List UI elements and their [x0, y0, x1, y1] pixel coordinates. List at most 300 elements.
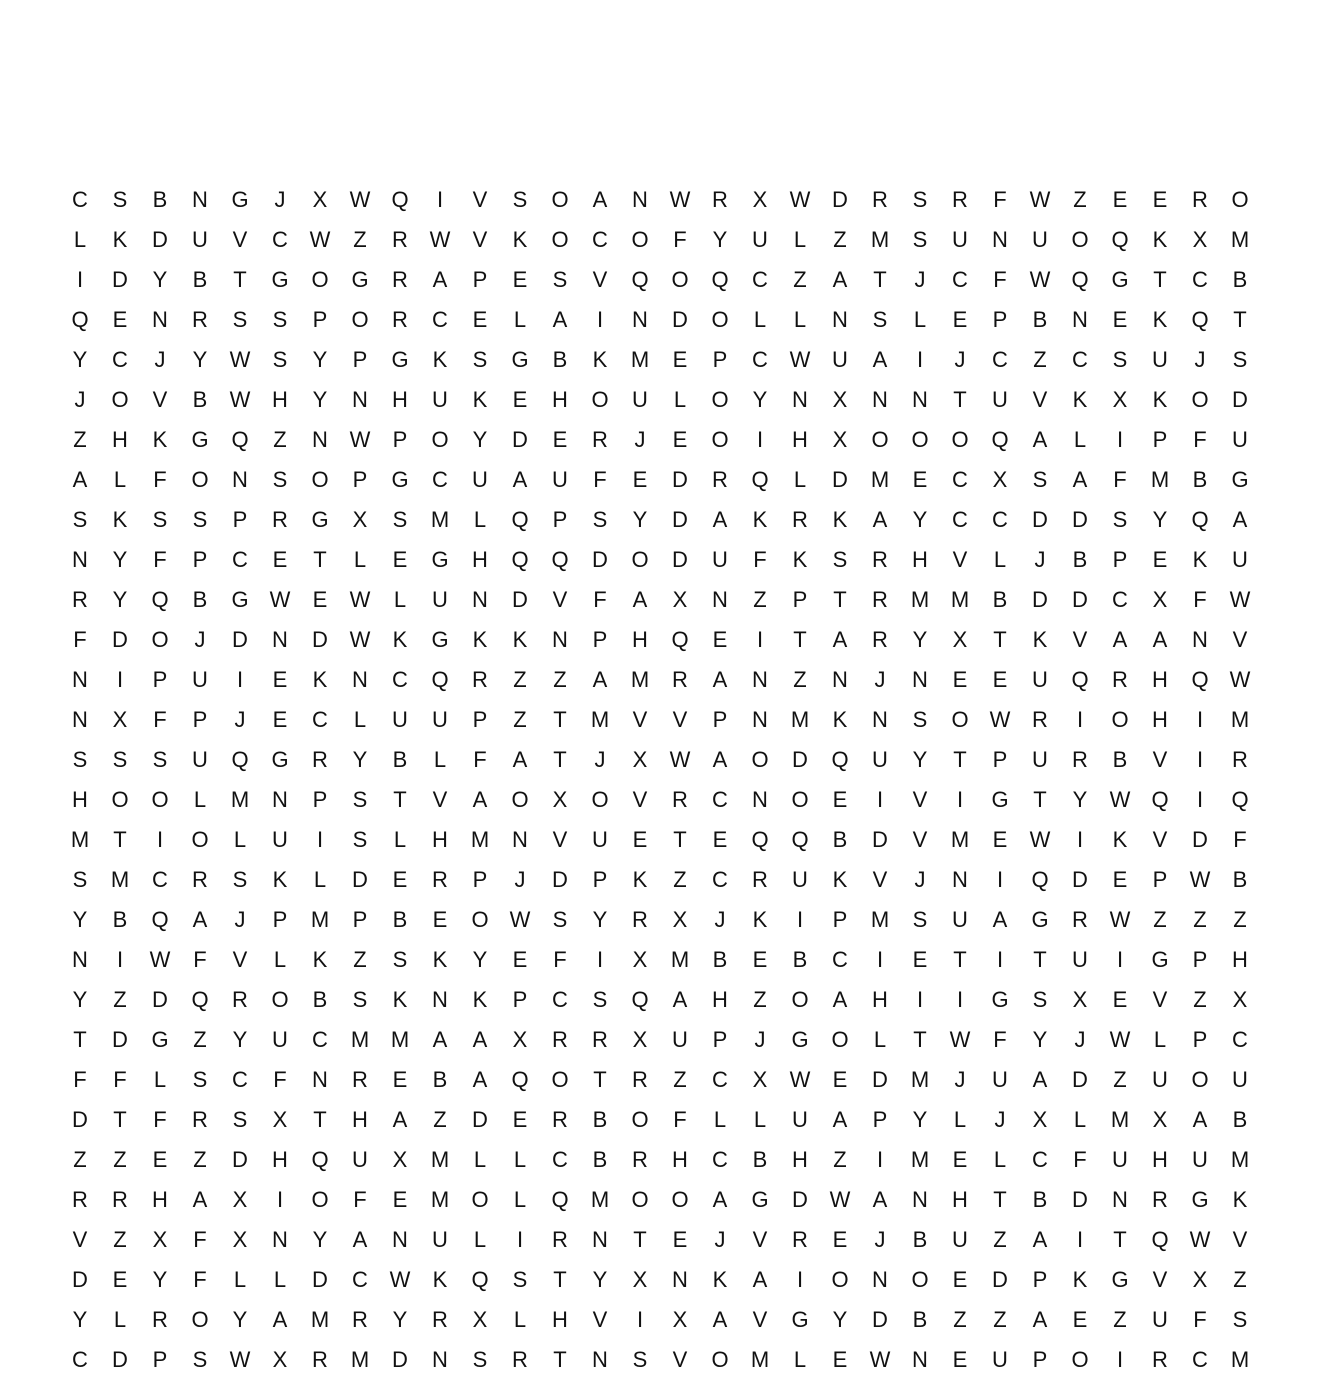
- grid-letter: T: [393, 787, 407, 812]
- grid-letter: M: [950, 827, 970, 852]
- grid-letter: K: [1232, 1187, 1248, 1212]
- grid-letter: A: [872, 1187, 888, 1212]
- grid-letter: N: [712, 587, 728, 612]
- grid-letter: D: [1072, 1187, 1088, 1212]
- grid-letter: F: [353, 1187, 367, 1212]
- grid-letter: G: [1191, 1187, 1209, 1212]
- grid-letter: C: [312, 707, 328, 732]
- grid-letter: E: [272, 667, 288, 692]
- grid-letter: A: [472, 1067, 488, 1092]
- grid-letter: M: [1230, 1147, 1250, 1172]
- grid-letter: M: [350, 1027, 370, 1052]
- grid-letter: S: [552, 267, 568, 292]
- grid-letter: K: [392, 627, 408, 652]
- grid-letter: F: [593, 467, 607, 492]
- grid-letter: E: [312, 587, 328, 612]
- grid-letter: U: [432, 707, 448, 732]
- grid-letter: D: [832, 187, 848, 212]
- grid-letter: F: [193, 1227, 207, 1252]
- grid-letter: N: [512, 827, 528, 852]
- grid-letter: N: [752, 667, 768, 692]
- grid-letter: F: [1233, 827, 1247, 852]
- grid-letter: N: [992, 227, 1008, 252]
- grid-letter: X: [632, 947, 648, 972]
- grid-letter: X: [1192, 227, 1208, 252]
- grid-letter: C: [1232, 1027, 1248, 1052]
- grid-letter: W: [349, 187, 371, 212]
- grid-letter: I: [236, 667, 244, 692]
- grid-letter: F: [673, 1107, 687, 1132]
- grid-letter: W: [1229, 667, 1251, 692]
- grid-letter: B: [192, 587, 208, 612]
- grid-letter: E: [392, 867, 408, 892]
- grid-letter: E: [512, 947, 528, 972]
- grid-letter: J: [874, 667, 886, 692]
- grid-letter: V: [672, 1347, 688, 1372]
- grid-letter: O: [1231, 187, 1249, 212]
- grid-letter: P: [312, 787, 328, 812]
- grid-letter: Y: [312, 387, 328, 412]
- grid-letter: B: [392, 747, 408, 772]
- grid-letter: F: [153, 547, 167, 572]
- grid-letter: D: [312, 1267, 328, 1292]
- grid-letter: K: [472, 627, 488, 652]
- grid-letter: D: [1072, 867, 1088, 892]
- grid-letter: R: [232, 987, 248, 1012]
- grid-letter: W: [989, 707, 1011, 732]
- grid-letter: L: [753, 307, 767, 332]
- grid-letter: P: [232, 507, 248, 532]
- grid-letter: B: [192, 267, 208, 292]
- grid-letter: G: [511, 347, 529, 372]
- grid-letter: P: [272, 907, 288, 932]
- grid-letter: R: [792, 507, 808, 532]
- grid-letter: A: [432, 267, 448, 292]
- grid-letter: V: [632, 707, 648, 732]
- grid-letter: N: [432, 1347, 448, 1372]
- grid-letter: Z: [753, 587, 767, 612]
- grid-letter: R: [752, 867, 768, 892]
- grid-letter: Y: [72, 907, 88, 932]
- grid-letter: O: [311, 467, 329, 492]
- grid-letter: E: [912, 467, 928, 492]
- grid-letter: W: [1189, 1227, 1211, 1252]
- grid-letter: M: [390, 1027, 410, 1052]
- grid-letter: N: [872, 387, 888, 412]
- grid-letter: V: [752, 1227, 768, 1252]
- grid-letter: V: [152, 387, 168, 412]
- grid-letter: I: [596, 307, 604, 332]
- grid-letter: Q: [151, 587, 169, 612]
- grid-letter: I: [1196, 707, 1204, 732]
- grid-letter: G: [391, 467, 409, 492]
- grid-letter: R: [592, 1027, 608, 1052]
- grid-letter: A: [712, 1187, 728, 1212]
- grid-letter: H: [272, 1147, 288, 1172]
- grid-letter: O: [511, 787, 529, 812]
- grid-letter: F: [1193, 1307, 1207, 1332]
- grid-letter: W: [149, 947, 171, 972]
- grid-letter: R: [472, 667, 488, 692]
- grid-letter: B: [832, 827, 848, 852]
- grid-letter: J: [634, 427, 646, 452]
- grid-letter: M: [1150, 467, 1170, 492]
- grid-letter: K: [1152, 227, 1168, 252]
- grid-letter: P: [512, 987, 528, 1012]
- grid-letter: I: [996, 947, 1004, 972]
- grid-letter: L: [873, 1027, 887, 1052]
- grid-letter: B: [1032, 307, 1048, 332]
- grid-letter: E: [992, 827, 1008, 852]
- grid-letter: H: [912, 547, 928, 572]
- grid-letter: I: [796, 907, 804, 932]
- grid-letter: B: [312, 987, 328, 1012]
- grid-letter: B: [552, 347, 568, 372]
- grid-letter: S: [192, 1347, 208, 1372]
- grid-letter: T: [633, 1227, 647, 1252]
- grid-letter: R: [632, 1147, 648, 1172]
- grid-letter: Z: [433, 1107, 447, 1132]
- grid-letter: O: [1071, 227, 1089, 252]
- grid-letter: W: [269, 587, 291, 612]
- grid-letter: K: [1112, 827, 1128, 852]
- grid-letter: L: [393, 587, 407, 612]
- grid-letter: E: [1112, 307, 1128, 332]
- grid-letter: F: [153, 707, 167, 732]
- grid-letter: T: [993, 1187, 1007, 1212]
- grid-letter: L: [673, 387, 687, 412]
- grid-letter: V: [232, 227, 248, 252]
- grid-letter: N: [72, 947, 88, 972]
- grid-letter: W: [669, 187, 691, 212]
- grid-letter: X: [832, 387, 848, 412]
- grid-letter: A: [1112, 627, 1128, 652]
- grid-letter: V: [632, 787, 648, 812]
- grid-letter: S: [352, 987, 368, 1012]
- grid-letter: G: [391, 347, 409, 372]
- grid-letter: D: [312, 627, 328, 652]
- grid-letter: U: [832, 347, 848, 372]
- grid-letter: L: [273, 1267, 287, 1292]
- grid-letter: O: [551, 227, 569, 252]
- grid-letter: B: [712, 947, 728, 972]
- grid-letter: Y: [352, 747, 368, 772]
- grid-letter: D: [112, 1027, 128, 1052]
- grid-letter: T: [553, 707, 567, 732]
- grid-letter: K: [832, 867, 848, 892]
- grid-letter: M: [70, 827, 90, 852]
- grid-letter: I: [876, 787, 884, 812]
- grid-letter: K: [1152, 387, 1168, 412]
- grid-letter: U: [992, 1347, 1008, 1372]
- grid-letter: T: [113, 827, 127, 852]
- grid-letter: A: [72, 467, 88, 492]
- grid-letter: V: [1232, 1227, 1248, 1252]
- grid-letter: G: [151, 1027, 169, 1052]
- grid-letter: S: [72, 507, 88, 532]
- grid-letter: D: [112, 627, 128, 652]
- grid-letter: D: [672, 307, 688, 332]
- grid-letter: L: [513, 307, 527, 332]
- grid-letter: U: [272, 827, 288, 852]
- grid-letter: A: [392, 1107, 408, 1132]
- grid-letter: C: [312, 1027, 328, 1052]
- grid-letter: K: [472, 987, 488, 1012]
- grid-letter: R: [1112, 667, 1128, 692]
- grid-letter: O: [671, 267, 689, 292]
- grid-letter: J: [714, 907, 726, 932]
- grid-letter: E: [952, 1147, 968, 1172]
- grid-letter: D: [512, 587, 528, 612]
- grid-letter: M: [590, 1187, 610, 1212]
- grid-letter: S: [152, 747, 168, 772]
- grid-letter: H: [792, 427, 808, 452]
- grid-letter: Y: [1072, 787, 1088, 812]
- grid-letter: E: [952, 667, 968, 692]
- grid-letter: V: [552, 827, 568, 852]
- grid-letter: B: [1232, 267, 1248, 292]
- grid-letter: S: [112, 747, 128, 772]
- grid-letter: L: [953, 1107, 967, 1132]
- grid-letter: K: [832, 707, 848, 732]
- grid-letter: T: [873, 267, 887, 292]
- grid-letter: S: [392, 947, 408, 972]
- grid-letter: C: [712, 1147, 728, 1172]
- grid-letter: W: [789, 187, 811, 212]
- grid-letter: A: [832, 987, 848, 1012]
- grid-letter: S: [72, 867, 88, 892]
- grid-letter: O: [751, 747, 769, 772]
- grid-letter: M: [430, 1147, 450, 1172]
- grid-letter: X: [1032, 1107, 1048, 1132]
- grid-letter: D: [72, 1107, 88, 1132]
- grid-letter: J: [234, 707, 246, 732]
- grid-letter: A: [872, 507, 888, 532]
- grid-letter: R: [552, 1107, 568, 1132]
- grid-letter: I: [996, 867, 1004, 892]
- grid-letter: X: [672, 587, 688, 612]
- grid-letter: T: [953, 387, 967, 412]
- grid-letter: L: [793, 227, 807, 252]
- grid-letter: X: [272, 1347, 288, 1372]
- grid-letter: I: [1116, 947, 1124, 972]
- grid-letter: S: [232, 1107, 248, 1132]
- grid-letter: N: [952, 867, 968, 892]
- grid-letter: S: [272, 347, 288, 372]
- grid-letter: T: [313, 1107, 327, 1132]
- grid-letter: L: [993, 1147, 1007, 1172]
- grid-letter: T: [1033, 947, 1047, 972]
- grid-letter: I: [156, 827, 164, 852]
- grid-letter: H: [272, 387, 288, 412]
- grid-letter: M: [1230, 1347, 1250, 1372]
- grid-letter: J: [914, 867, 926, 892]
- grid-letter: G: [431, 547, 449, 572]
- grid-letter: Y: [1152, 507, 1168, 532]
- grid-letter: R: [352, 1067, 368, 1092]
- grid-letter: Y: [232, 1307, 248, 1332]
- grid-letter: Z: [833, 227, 847, 252]
- grid-letter: R: [1072, 907, 1088, 932]
- grid-letter: B: [1192, 467, 1208, 492]
- grid-letter: S: [232, 307, 248, 332]
- grid-letter: Z: [1233, 1267, 1247, 1292]
- grid-letter: Y: [312, 347, 328, 372]
- grid-letter: Y: [1032, 1027, 1048, 1052]
- grid-letter: W: [349, 587, 371, 612]
- grid-letter: R: [672, 787, 688, 812]
- grid-letter: O: [551, 187, 569, 212]
- grid-letter: E: [832, 1227, 848, 1252]
- grid-letter: Y: [472, 427, 488, 452]
- grid-letter: A: [512, 467, 528, 492]
- grid-letter: I: [876, 1147, 884, 1172]
- grid-letter: C: [272, 227, 288, 252]
- grid-letter: U: [1232, 427, 1248, 452]
- grid-letter: F: [73, 1067, 87, 1092]
- grid-letter: X: [112, 707, 128, 732]
- grid-letter: N: [192, 187, 208, 212]
- grid-letter: C: [752, 347, 768, 372]
- grid-letter: E: [512, 1107, 528, 1132]
- grid-letter: I: [876, 947, 884, 972]
- grid-letter: M: [110, 867, 130, 892]
- grid-letter: W: [949, 1027, 971, 1052]
- grid-letter: P: [1192, 947, 1208, 972]
- grid-letter: O: [191, 467, 209, 492]
- grid-letter: B: [912, 1307, 928, 1332]
- grid-letter: S: [1032, 467, 1048, 492]
- grid-letter: L: [513, 1187, 527, 1212]
- grid-letter: O: [791, 987, 809, 1012]
- grid-letter: E: [552, 427, 568, 452]
- grid-letter: K: [432, 947, 448, 972]
- grid-letter: Z: [513, 707, 527, 732]
- grid-letter: F: [153, 1107, 167, 1132]
- grid-letter: E: [752, 947, 768, 972]
- grid-letter: J: [994, 1107, 1006, 1132]
- grid-letter: K: [1032, 627, 1048, 652]
- grid-letter: J: [954, 1067, 966, 1092]
- grid-letter: D: [72, 1267, 88, 1292]
- grid-letter: B: [152, 187, 168, 212]
- grid-letter: R: [192, 1107, 208, 1132]
- grid-letter: C: [232, 1067, 248, 1092]
- grid-letter: O: [431, 427, 449, 452]
- grid-letter: B: [792, 947, 808, 972]
- grid-letter: Z: [193, 1147, 207, 1172]
- grid-letter: O: [151, 627, 169, 652]
- grid-letter: Y: [112, 587, 128, 612]
- grid-letter: N: [392, 1227, 408, 1252]
- grid-letter: O: [1191, 387, 1209, 412]
- grid-letter: L: [233, 827, 247, 852]
- grid-letter: H: [392, 387, 408, 412]
- grid-letter: X: [632, 1267, 648, 1292]
- grid-letter: B: [1032, 1187, 1048, 1212]
- grid-letter: R: [872, 627, 888, 652]
- grid-letter: M: [1230, 707, 1250, 732]
- grid-letter: J: [1194, 347, 1206, 372]
- grid-letter: R: [312, 1347, 328, 1372]
- grid-letter: E: [392, 547, 408, 572]
- grid-letter: C: [1192, 1347, 1208, 1372]
- grid-letter: F: [993, 267, 1007, 292]
- grid-letter: T: [553, 747, 567, 772]
- grid-letter: K: [512, 627, 528, 652]
- grid-letter: E: [432, 907, 448, 932]
- grid-letter: F: [193, 1267, 207, 1292]
- grid-letter: H: [672, 1147, 688, 1172]
- grid-letter: D: [112, 1347, 128, 1372]
- grid-letter: C: [432, 467, 448, 492]
- grid-letter: M: [670, 947, 690, 972]
- grid-letter: K: [112, 507, 128, 532]
- grid-letter: N: [312, 427, 328, 452]
- grid-letter: E: [512, 267, 528, 292]
- grid-letter: W: [869, 1347, 891, 1372]
- grid-letter: D: [472, 1107, 488, 1132]
- grid-letter: W: [789, 1067, 811, 1092]
- grid-letter: I: [956, 787, 964, 812]
- grid-letter: I: [596, 947, 604, 972]
- grid-letter: F: [1073, 1147, 1087, 1172]
- grid-letter: M: [430, 1187, 450, 1212]
- grid-letter: C: [72, 1347, 88, 1372]
- grid-letter: H: [872, 987, 888, 1012]
- grid-letter: A: [472, 1027, 488, 1052]
- grid-letter: E: [952, 1267, 968, 1292]
- grid-letter: P: [992, 747, 1008, 772]
- grid-letter: W: [829, 1187, 851, 1212]
- grid-letter: X: [392, 1147, 408, 1172]
- grid-letter: J: [914, 267, 926, 292]
- grid-letter: O: [671, 1187, 689, 1212]
- grid-letter: L: [313, 867, 327, 892]
- grid-letter: T: [1153, 267, 1167, 292]
- grid-letter: U: [992, 1067, 1008, 1092]
- grid-letter: W: [389, 1267, 411, 1292]
- grid-letter: S: [512, 1267, 528, 1292]
- grid-letter: N: [832, 307, 848, 332]
- grid-letter: R: [192, 307, 208, 332]
- grid-letter: E: [672, 347, 688, 372]
- grid-letter: Z: [273, 427, 287, 452]
- grid-letter: Y: [832, 1307, 848, 1332]
- grid-letter: E: [672, 1227, 688, 1252]
- grid-letter: I: [1196, 787, 1204, 812]
- grid-letter: X: [1112, 387, 1128, 412]
- grid-letter: R: [152, 1307, 168, 1332]
- grid-letter: P: [1152, 427, 1168, 452]
- grid-letter: S: [632, 1347, 648, 1372]
- grid-letter: T: [113, 1107, 127, 1132]
- grid-letter: Y: [632, 507, 648, 532]
- grid-letter: E: [152, 1147, 168, 1172]
- grid-letter: W: [1029, 267, 1051, 292]
- grid-letter: R: [272, 507, 288, 532]
- grid-letter: X: [352, 507, 368, 532]
- grid-letter: M: [1230, 227, 1250, 252]
- grid-letter: N: [912, 667, 928, 692]
- grid-letter: P: [832, 907, 848, 932]
- grid-letter: I: [1196, 747, 1204, 772]
- grid-letter: W: [789, 347, 811, 372]
- grid-letter: B: [1232, 1107, 1248, 1132]
- grid-letter: C: [112, 347, 128, 372]
- grid-letter: T: [913, 1027, 927, 1052]
- grid-letter: N: [672, 1267, 688, 1292]
